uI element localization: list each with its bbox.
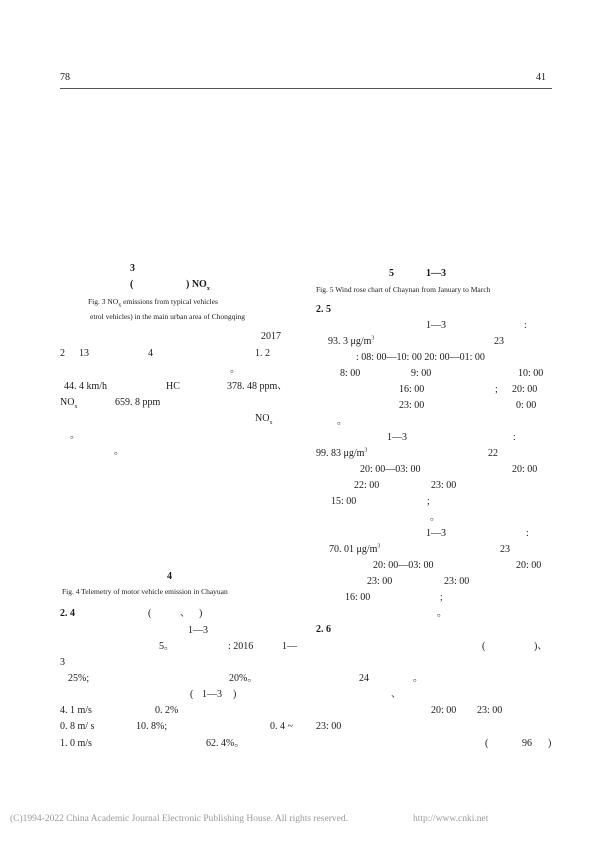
header-rule xyxy=(60,88,552,89)
text-span: 0. 4 ~ xyxy=(270,721,293,732)
text-span: 1—3 xyxy=(188,625,208,636)
fig3-caption-en-1: Fig. 3 $NO_x$ emissions from typical vehicles xyxy=(88,297,218,309)
text-span: 1—3 xyxy=(426,528,446,539)
text-span: 10: 00 xyxy=(518,368,544,379)
text-span: 、 xyxy=(391,689,401,700)
fig3-title-tail: ) $NO_x$ xyxy=(186,279,210,292)
text-span: 23 xyxy=(500,544,510,555)
text-span: HC xyxy=(166,381,180,392)
text-span: 1—3 xyxy=(387,432,407,443)
text-span: 20: 00 xyxy=(512,464,538,475)
text-span: 。 xyxy=(437,608,447,619)
fig3-caption-en-2: etrol vehicles) in the main urban area of Chongqing xyxy=(90,312,245,321)
text-span: : xyxy=(526,528,529,539)
text-span: ( xyxy=(190,689,194,700)
fig5-caption-en: Fig. 5 Wind rose chart of Chaynan from January to March xyxy=(316,285,491,294)
fig5-range: 1—3 xyxy=(426,268,446,279)
text-span: )、 xyxy=(534,641,548,652)
text-span: 659. 8 ppm xyxy=(115,397,161,408)
text-span: 23: 00 xyxy=(316,721,342,732)
text-span: 4 xyxy=(148,348,153,359)
text-span: 。 xyxy=(230,364,240,375)
text-span: 23: 00 xyxy=(367,576,393,587)
text-span: 23: 00 xyxy=(431,480,457,491)
text-span: 1. 0 m/s xyxy=(60,738,92,749)
text-span: 23 xyxy=(494,336,504,347)
text-span: 99. 83 $\mu g/m^3$ xyxy=(316,447,368,459)
fig5-number: 5 xyxy=(389,268,394,279)
section-heading: 2. 4 xyxy=(60,608,75,619)
text-span: : xyxy=(524,320,527,331)
fig4-caption-en: Fig. 4 Telemetry of motor vehicle emission in Chayuan xyxy=(62,587,228,596)
page-number-left: 78 xyxy=(60,72,70,83)
text-span: ( xyxy=(148,608,152,619)
text-span: 2 xyxy=(60,348,65,359)
text-span: ; xyxy=(427,496,430,507)
text-span: 8: 00 xyxy=(340,368,361,379)
section-heading: 2. 5 xyxy=(316,304,331,315)
text-span: 16: 00 xyxy=(399,384,425,395)
text-span: 23: 00 xyxy=(399,400,425,411)
text-span: 1—3 xyxy=(202,689,222,700)
text-span: : 08: 00—10: 00 20: 00—01: 00 xyxy=(356,352,485,363)
text-span: 44. 4 km/h xyxy=(64,381,108,392)
text-span: 4. 1 m/s xyxy=(60,705,92,716)
text-span: $NO_x$ xyxy=(60,397,78,410)
text-span: ) xyxy=(199,608,203,619)
copyright-notice: (C)1994-2022 China Academic Journal Electronic Publishing House. All rights reserved. xyxy=(10,814,348,824)
text-span: 、 xyxy=(180,608,190,619)
page-number-right: 41 xyxy=(536,72,546,83)
section-heading: 2. 6 xyxy=(316,624,331,635)
cnki-url[interactable]: http://www.cnki.net xyxy=(413,814,489,824)
text-span: 20: 00 xyxy=(431,705,457,716)
fig3-title: ( xyxy=(130,279,134,290)
text-span: 378. 48 ppm、 xyxy=(227,381,288,392)
text-span: 1. 2 xyxy=(255,348,270,359)
text-span: 1—3 xyxy=(426,320,446,331)
text-span: 。 xyxy=(70,430,80,441)
fig3-number: 3 xyxy=(130,263,135,274)
text-span: : xyxy=(513,432,516,443)
text-span: 2017 xyxy=(261,331,281,342)
text-span: ) xyxy=(233,689,237,700)
text-span: 22: 00 xyxy=(354,480,380,491)
text-span: ( xyxy=(482,641,486,652)
text-span: 20%。 xyxy=(229,673,258,684)
text-span: 96 xyxy=(522,738,532,749)
text-span: 20: 00 xyxy=(512,384,538,395)
text-span: 0: 00 xyxy=(516,400,537,411)
text-span: 1— xyxy=(282,641,297,652)
text-span: 。 xyxy=(430,512,440,523)
text-span: 0. 2% xyxy=(155,705,179,716)
text-span: ; xyxy=(440,592,443,603)
text-span: 0. 8 m/ s xyxy=(60,721,95,732)
text-span: 10. 8%; xyxy=(136,721,168,732)
text-span: 16: 00 xyxy=(345,592,371,603)
text-span: ) xyxy=(548,738,552,749)
text-span: 9: 00 xyxy=(411,368,432,379)
text-span: 13 xyxy=(79,348,89,359)
text-span: 23: 00 xyxy=(444,576,470,587)
text-span: 。 xyxy=(337,416,347,427)
text-span: 24 xyxy=(359,673,369,684)
text-span: 22 xyxy=(488,448,498,459)
text-span: : 2016 xyxy=(228,641,254,652)
text-span: 3 xyxy=(60,657,65,668)
text-span: 20: 00—03: 00 xyxy=(360,464,421,475)
text-span: ; xyxy=(495,384,498,395)
text-span: 23: 00 xyxy=(477,705,503,716)
text-span: 。 xyxy=(114,446,124,457)
text-span: 20: 00 xyxy=(516,560,542,571)
text-span: 15: 00 xyxy=(331,496,357,507)
text-span: 62. 4%。 xyxy=(206,738,245,749)
text-span: ( xyxy=(485,738,489,749)
text-span: 20: 00—03: 00 xyxy=(373,560,434,571)
text-span: 25%; xyxy=(68,673,90,684)
text-span: 5。 xyxy=(159,641,174,652)
text-span: 。 xyxy=(413,673,423,684)
fig4-number: 4 xyxy=(167,571,172,582)
text-span: $NO_x$ xyxy=(255,413,273,426)
text-span: 93. 3 $\mu g/m^3$ xyxy=(328,335,375,347)
text-span: 70. 01 $\mu g/m^3$ xyxy=(329,543,381,555)
